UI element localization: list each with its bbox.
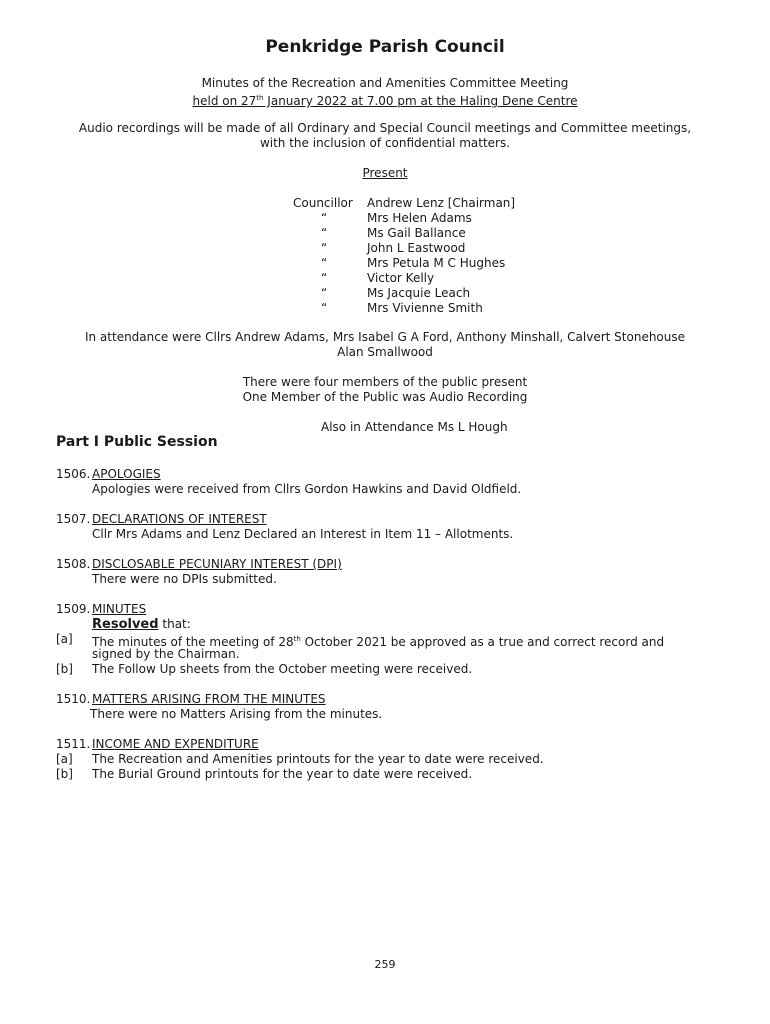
present-member: Andrew Lenz [Chairman] (367, 196, 516, 210)
item-number: 1506. (56, 467, 91, 481)
meeting-date-line (0, 91, 770, 109)
ditto-mark: “ (321, 286, 328, 300)
sub-item-label: [b] (56, 662, 73, 676)
sub-item-text: The minutes of the meeting of 28th October 2021 be approved as a true and correct record and (92, 635, 665, 649)
present-member: Mrs Petula M C Hughes (367, 256, 506, 270)
sub-item-label: [b] (56, 767, 73, 781)
sub-item-label: [a] (56, 752, 73, 766)
ditto-mark: “ (321, 211, 328, 225)
councillor-label: Councillor (293, 196, 353, 210)
audio-notice-line2: with the inclusion of confidential matters. (259, 136, 511, 150)
page-number: 259 (374, 958, 396, 971)
ditto-mark: “ (321, 241, 328, 255)
present-member: Ms Gail Ballance (367, 226, 466, 240)
sub-item-text: The Recreation and Amenities printouts for the year to date were received. (92, 752, 544, 766)
item-heading: MATTERS ARISING FROM THE MINUTES (92, 692, 326, 706)
ditto-mark: “ (321, 256, 328, 270)
item-number: 1510. (56, 692, 91, 706)
present-heading: Present (362, 166, 408, 180)
sub-item-text: The Follow Up sheets from the October meeting were received. (92, 662, 473, 676)
ditto-mark: “ (321, 226, 328, 240)
present-member: Victor Kelly (367, 271, 435, 285)
sub-item-label: [a] (56, 632, 73, 646)
audio-notice-line1: Audio recordings will be made of all Ordinary and Special Council meetings and Committee meetings, (78, 121, 692, 135)
item-text: There were no Matters Arising from the minutes. (90, 707, 383, 721)
also-in-attendance: Also in Attendance Ms L Hough (321, 420, 508, 434)
public-recording-line: One Member of the Public was Audio Recording (242, 390, 528, 404)
item-heading: DISCLOSABLE PECUNIARY INTEREST (DPI) (92, 557, 342, 571)
item-text: Cllr Mrs Adams and Lenz Declared an Interest in Item 11 – Allotments. (92, 527, 514, 541)
public-present-line: There were four members of the public present (242, 375, 528, 389)
item-text: There were no DPIs submitted. (92, 572, 277, 586)
item-heading: INCOME AND EXPENDITURE (92, 737, 259, 751)
item-text: Apologies were received from Cllrs Gordon Hawkins and David Oldfield. (92, 482, 522, 496)
meeting-date-text: held on 27th January 2022 at 7.00 pm at the Haling Dene Centre (192, 94, 578, 108)
attendance-line2: Alan Smallwood (337, 345, 433, 359)
ditto-mark: “ (321, 301, 328, 315)
item-number: 1507. (56, 512, 91, 526)
sub-item-text-cont: signed by the Chairman. (92, 647, 240, 661)
item-number: 1508. (56, 557, 91, 571)
attendance-line1: In attendance were Cllrs Andrew Adams, Mrs Isabel G A Ford, Anthony Minshall, Calvert Stonehouse (84, 330, 686, 344)
page-title: Penkridge Parish Council (265, 37, 505, 57)
meeting-subtitle: Minutes of the Recreation and Amenities Committee Meeting (201, 76, 569, 90)
present-member: Mrs Helen Adams (367, 211, 472, 225)
item-heading: DECLARATIONS OF INTEREST (92, 512, 267, 526)
present-member: John L Eastwood (367, 241, 466, 255)
item-number: 1509. (56, 602, 91, 616)
item-heading: MINUTES (92, 602, 147, 616)
resolved-label: Resolved (92, 617, 159, 632)
part-heading: Part I Public Session (56, 434, 218, 450)
resolved-line: Resolved that: (92, 617, 191, 632)
sub-item-text: The Burial Ground printouts for the year to date were received. (92, 767, 473, 781)
ditto-mark: “ (321, 271, 328, 285)
item-number: 1511. (56, 737, 91, 751)
present-member: Mrs Vivienne Smith (367, 301, 483, 315)
item-heading: APOLOGIES (92, 467, 161, 481)
present-member: Ms Jacquie Leach (367, 286, 471, 300)
